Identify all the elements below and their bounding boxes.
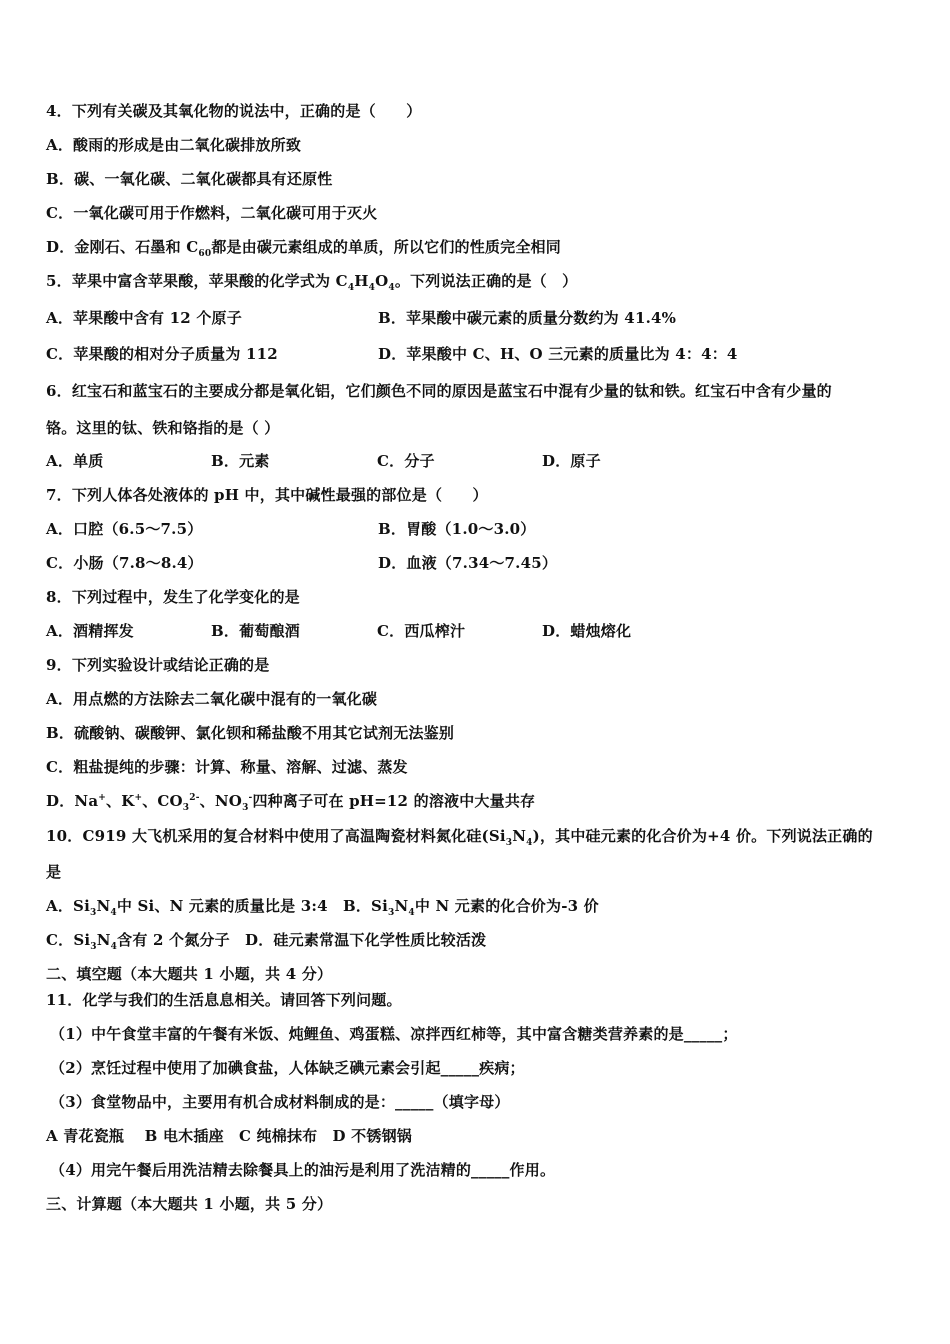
q8-option-a: A．酒精挥发 <box>46 622 134 640</box>
q10-stem-line1: 10．C919 大飞机采用的复合材料中使用了高温陶瓷材料氮化硅$(Si_3N_4)$，其中硅元素的化合价为+4 价。下列说法正确的 <box>46 827 873 848</box>
q5-stem: 5．苹果中富含苹果酸，苹果酸的化学式为 $C_4H_4O_4$。下列说法正确的是（ ） <box>46 272 578 293</box>
q8-option-d: D．蜡烛熔化 <box>542 622 632 640</box>
q5-option-b: B．苹果酸中碳元素的质量分数约为 41.4% <box>378 309 677 327</box>
q9-option-d: D．Na+、K+、$CO_3^{2-}$、$NO_3^-$四种离子可在 pH=12 的溶液中大量共存 <box>46 792 536 813</box>
q6-option-b: B．元素 <box>211 452 270 470</box>
section-3-heading: 三、计算题（本大题共 1 小题，共 5 分） <box>46 1195 333 1213</box>
q11-part-2: （2）烹饪过程中使用了加碘食盐，人体缺乏碘元素会引起_____疾病； <box>50 1059 525 1077</box>
q4-option-a: A．酸雨的形成是由二氧化碳排放所致 <box>46 136 302 154</box>
q10-options-ab: A．$Si_3N_4$中 Si、N 元素的质量比是 3:4 B．$Si_3N_4$中 N 元素的化合价为-3 价 <box>46 897 599 918</box>
q11-part-4: （4）用完午餐后用洗洁精去除餐具上的油污是利用了洗洁精的_____作用。 <box>50 1161 556 1179</box>
q9-stem: 9．下列实验设计或结论正确的是 <box>46 656 270 674</box>
q6-stem-line2: 铬。这里的钛、铁和铬指的是（ ） <box>46 419 280 437</box>
q5-option-a: A．苹果酸中含有 12 个原子 <box>46 309 242 327</box>
q8-stem: 8．下列过程中，发生了化学变化的是 <box>46 588 300 606</box>
q10-stem-line2: 是 <box>46 863 62 881</box>
q5-option-c: C．苹果酸的相对分子质量为 112 <box>46 345 278 363</box>
q4-option-d: D．金刚石、石墨和 $C_{60}$都是由碳元素组成的单质，所以它们的性质完全相同 <box>46 238 561 259</box>
q4-option-c: C．一氧化碳可用于作燃料，二氧化碳可用于灭火 <box>46 204 378 222</box>
q6-option-c: C．分子 <box>377 452 435 470</box>
q11-part-3: （3）食堂物品中，主要用有机合成材料制成的是：_____（填字母） <box>50 1093 510 1111</box>
q11-part-3-options: A 青花瓷瓶 B 电木插座 C 纯棉抹布 D 不锈钢锅 <box>46 1127 412 1145</box>
q6-stem-line1: 6．红宝石和蓝宝石的主要成分都是氧化铝，它们颜色不同的原因是蓝宝石中混有少量的钛和铁。红宝石中含有少量的 <box>46 382 832 400</box>
q6-option-a: A．单质 <box>46 452 104 470</box>
q5-options-row1 <box>46 308 906 328</box>
q9-option-b: B．硫酸钠、碳酸钾、氯化钡和稀盐酸不用其它试剂无法鉴别 <box>46 724 455 742</box>
q7-options-row2 <box>46 553 906 573</box>
q5-options-row2 <box>46 344 906 364</box>
q7-options-row1 <box>46 519 906 539</box>
q11-part-1: （1）中午食堂丰富的午餐有米饭、炖鲤鱼、鸡蛋糕、凉拌西红柿等，其中富含糖类营养素的是_____； <box>50 1025 738 1043</box>
q5-option-d: D．苹果酸中 C、H、O 三元素的质量比为 4：4：4 <box>378 345 738 363</box>
q4-stem: 4．下列有关碳及其氧化物的说法中，正确的是（ ） <box>46 102 422 120</box>
q7-option-a: A．口腔（6.5～7.5） <box>46 520 203 538</box>
q7-option-c: C．小肠（7.8～8.4） <box>46 554 203 572</box>
section-2-heading: 二、填空题（本大题共 1 小题，共 4 分） <box>46 965 333 983</box>
q7-option-d: D．血液（7.34～7.45） <box>378 554 558 572</box>
q7-stem: 7．下列人体各处液体的 pH 中，其中碱性最强的部位是（ ） <box>46 486 488 504</box>
q6-option-d: D．原子 <box>542 452 601 470</box>
q8-option-c: C．西瓜榨汁 <box>377 622 466 640</box>
q7-option-b: B．胃酸（1.0～3.0） <box>378 520 536 538</box>
q4-option-b: B．碳、一氧化碳、二氧化碳都具有还原性 <box>46 170 333 188</box>
q9-option-c: C．粗盐提纯的步骤：计算、称量、溶解、过滤、蒸发 <box>46 758 408 776</box>
q11-stem: 11．化学与我们的生活息息相关。请回答下列问题。 <box>46 991 402 1009</box>
q10-options-cd: C．$Si_3N_4$含有 2 个氮分子 D．硅元素常温下化学性质比较活泼 <box>46 931 487 952</box>
q8-option-b: B．葡萄酿酒 <box>211 622 300 640</box>
q9-option-a: A．用点燃的方法除去二氧化碳中混有的一氧化碳 <box>46 690 378 708</box>
